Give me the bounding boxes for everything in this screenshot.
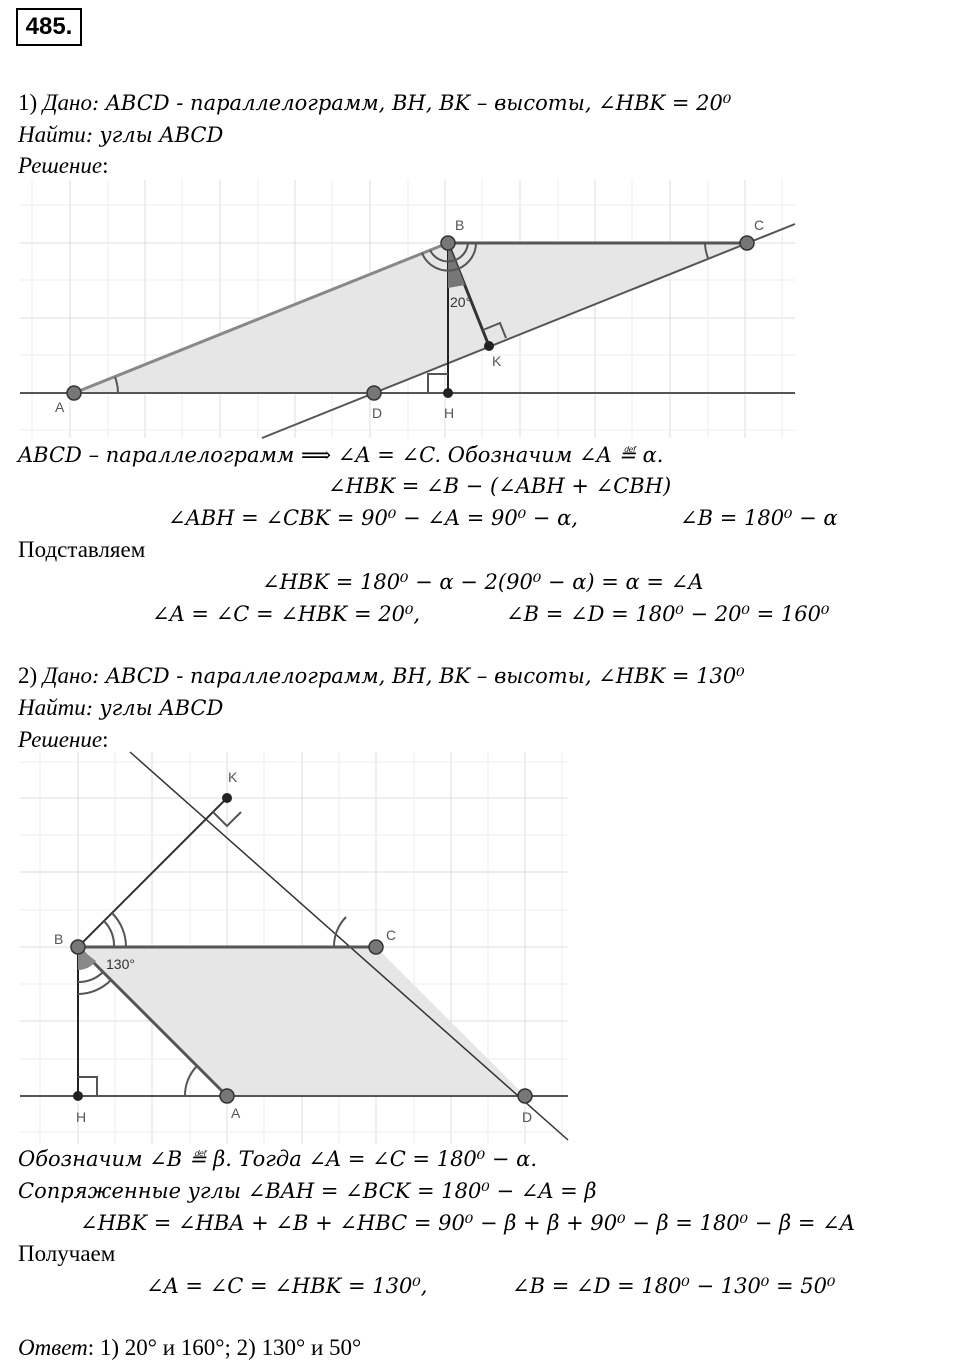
part1-line2: ∠HBK = ∠B − (∠ABH + ∠CBH) <box>328 474 672 498</box>
point-label-b-2: B <box>54 931 64 947</box>
point-label-d-2: D <box>522 1109 533 1125</box>
part2-given: 2) Дано: ABCD - параллелограмм, BH, BK – высоты, ∠HBK = 130⁰ <box>18 663 745 688</box>
point-label-c-1: C <box>754 217 765 233</box>
angle-label-2: 130° <box>106 956 135 972</box>
point-label-h-1: H <box>444 405 455 421</box>
angle-hba-arc-2 <box>78 972 103 982</box>
angle-b-arc-2 <box>104 921 114 947</box>
point-label-h-2: H <box>76 1109 87 1125</box>
point-label-a-1: A <box>55 399 65 415</box>
angle-a-arc-2 <box>185 1066 197 1096</box>
part1-line4: Подставляем <box>18 537 146 562</box>
angle-label-1: 20° <box>450 294 472 310</box>
part2-line5b: ∠B = ∠D = 180⁰ − 130⁰ = 50⁰ <box>512 1274 836 1298</box>
part1-given: 1) Дано: ABCD - параллелограмм, BH, BK – высоты, ∠HBK = 20⁰ <box>18 90 732 115</box>
problem-number: 485. <box>16 8 82 46</box>
part1-line6b: ∠B = ∠D = 180⁰ − 20⁰ = 160⁰ <box>506 602 830 626</box>
figure-1 <box>0 180 800 438</box>
point-label-a-2: A <box>231 1105 241 1121</box>
part2-find: Найти: углы ABCD <box>18 695 224 720</box>
point-label-d-1: D <box>372 405 383 421</box>
part2-line2: Сопряженные углы ∠BAH = ∠BCK = 180⁰ − ∠A = β <box>18 1179 597 1203</box>
part2-line4: Получаем <box>18 1241 116 1266</box>
part1-line1: ABCD – параллелограмм ⟹ ∠A = ∠C. Обозначим ∠A ≝ α. <box>18 443 664 467</box>
answer: Ответ: 1) 20° и 160°; 2) 130° и 50° <box>18 1335 362 1360</box>
part2-line3: ∠HBK = ∠HBA + ∠B + ∠HBC = 90⁰ − β + β + 90⁰ − β = 180⁰ − β = ∠A <box>80 1211 855 1235</box>
part1-find: Найти: углы ABCD <box>18 122 224 147</box>
part1-line3a: ∠ABH = ∠CBK = 90⁰ − ∠A = 90⁰ − α, <box>168 506 578 530</box>
part1-solution-heading: Решение: <box>18 153 109 178</box>
part2-line1: Обозначим ∠B ≝ β. Тогда ∠A = ∠C = 180⁰ − α. <box>18 1147 538 1171</box>
part2-line5a: ∠A = ∠C = ∠HBK = 130⁰, <box>146 1274 428 1298</box>
point-label-k-2: K <box>228 769 238 785</box>
point-label-b-1: B <box>455 217 465 233</box>
part1-line3b: ∠B = 180⁰ − α <box>680 506 838 530</box>
part1-line5: ∠HBK = 180⁰ − α − 2(90⁰ − α) = α = ∠A <box>262 570 704 594</box>
point-label-c-2: C <box>386 927 397 943</box>
part2-solution-heading: Решение: <box>18 727 109 752</box>
part1-line6a: ∠A = ∠C = ∠HBK = 20⁰, <box>152 602 421 626</box>
figure-2 <box>0 752 580 1144</box>
point-label-k-1: K <box>492 353 502 369</box>
